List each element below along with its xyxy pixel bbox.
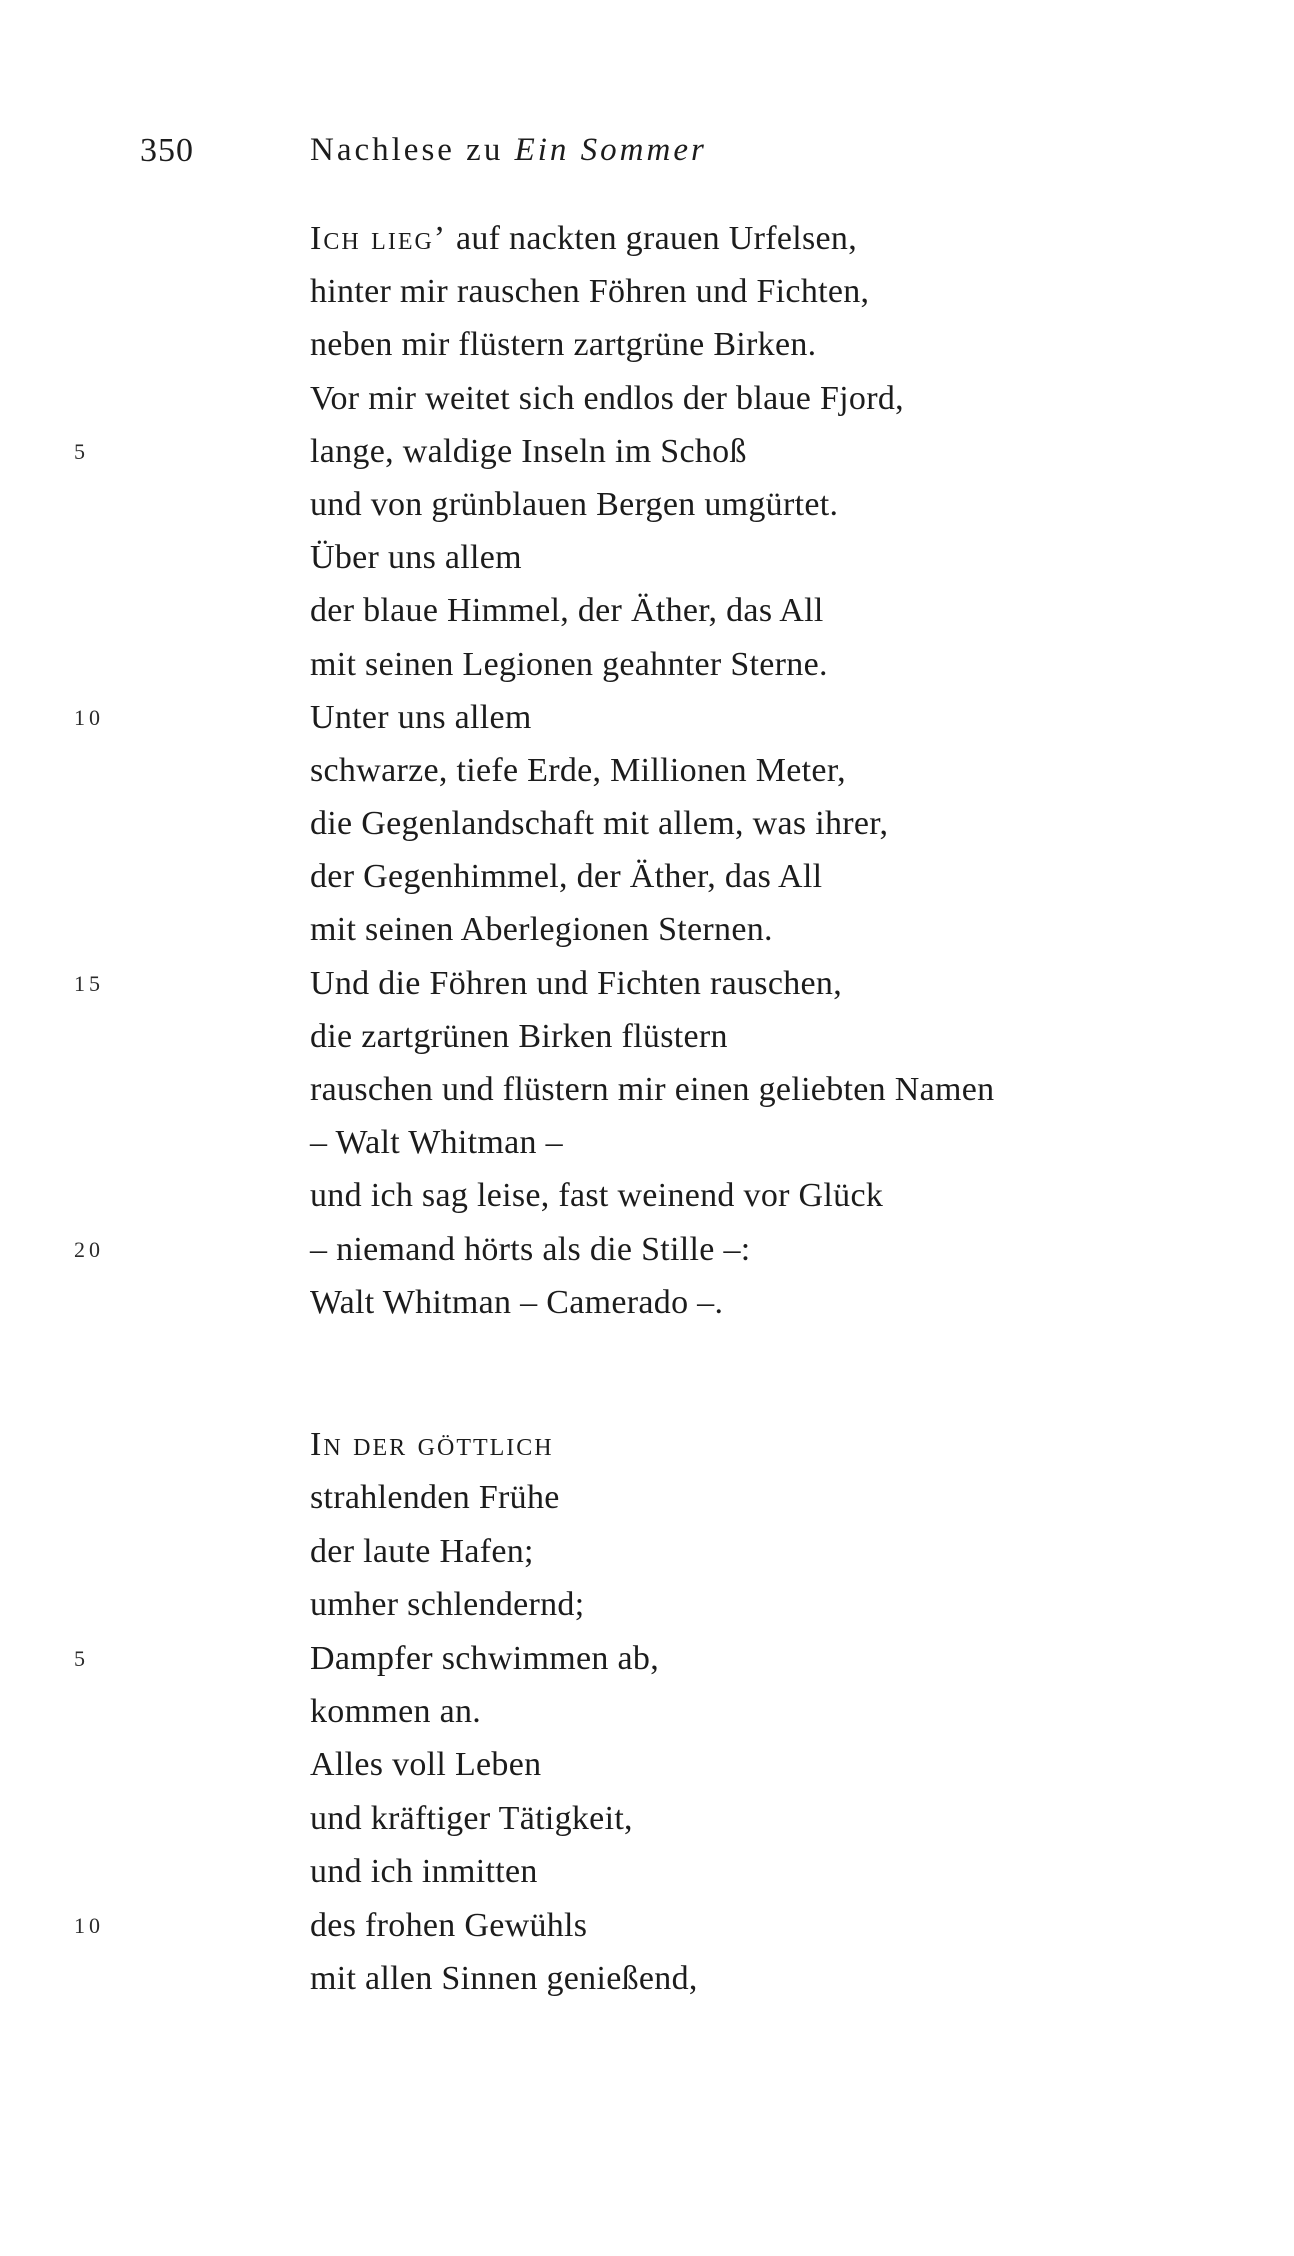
poem-line xyxy=(0,265,1294,318)
running-head-title: Ein Sommer xyxy=(514,132,707,168)
poem-line xyxy=(0,1116,1294,1169)
poem-line xyxy=(0,425,1294,478)
poem-line xyxy=(0,1418,1294,1471)
poem-line xyxy=(0,372,1294,425)
poem-line xyxy=(0,1899,1294,1952)
poem-line-text: des frohen Gewühls xyxy=(310,1906,588,1944)
poem-line-text: der laute Hafen; xyxy=(310,1532,534,1570)
poem-line-text: Vor mir weitet sich endlos der blaue Fjord, xyxy=(310,379,904,417)
line-number: 20 xyxy=(74,1236,104,1262)
line-number: 10 xyxy=(74,704,104,730)
poem-line-text xyxy=(310,1418,554,1471)
line-number: 5 xyxy=(74,438,89,464)
poem-line xyxy=(0,1792,1294,1845)
poem-line-text: kommen an. xyxy=(310,1692,482,1730)
line-number: 15 xyxy=(74,970,104,996)
poem-line-text: die Gegenlandschaft mit allem, was ihrer, xyxy=(310,805,889,843)
poem-line-text: strahlenden Frühe xyxy=(310,1479,560,1517)
poem-line xyxy=(0,1010,1294,1063)
poem-line-text: und von grünblauen Bergen umgürtet. xyxy=(310,485,839,523)
poem-line xyxy=(0,1471,1294,1524)
poem-line-text: Über uns allem xyxy=(310,539,522,577)
poem-line-rest: auf nackten grauen Urfelsen, xyxy=(447,220,858,257)
poem-line xyxy=(0,1632,1294,1685)
poem-line-text: der Gegenhimmel, der Äther, das All xyxy=(310,858,823,896)
poem-line xyxy=(0,1525,1294,1578)
line-number: 10 xyxy=(74,1912,104,1938)
poem-line xyxy=(0,957,1294,1010)
poem-line-text: neben mir flüstern zartgrüne Birken. xyxy=(310,326,817,364)
poem-line xyxy=(0,478,1294,531)
poem-line xyxy=(0,1738,1294,1791)
poem-line-text: Und die Föhren und Fichten rauschen, xyxy=(310,964,843,1002)
poem-line-text: – Walt Whitman – xyxy=(310,1124,563,1162)
poem-line xyxy=(0,1952,1294,2005)
poem-opening-smallcaps: Ich lieg’ xyxy=(310,220,448,257)
poem-line xyxy=(0,903,1294,956)
poem-line xyxy=(0,318,1294,371)
poem-opening-smallcaps: In der göttlich xyxy=(310,1426,554,1463)
poem-line-text: die zartgrünen Birken flüstern xyxy=(310,1017,728,1055)
poem-line xyxy=(0,797,1294,850)
poem-line xyxy=(0,1685,1294,1738)
poem-line xyxy=(0,744,1294,797)
poem-line xyxy=(0,638,1294,691)
poem-line xyxy=(0,1276,1294,1329)
poem-line-text: hinter mir rauschen Föhren und Fichten, xyxy=(310,273,870,311)
poem-line xyxy=(0,1063,1294,1116)
poem-line xyxy=(0,691,1294,744)
poem-line-text: und ich inmitten xyxy=(310,1853,538,1891)
poem-line-text: mit allen Sinnen genießend, xyxy=(310,1959,698,1997)
page-header xyxy=(0,132,1294,182)
poem-line xyxy=(0,531,1294,584)
poem-line xyxy=(0,584,1294,637)
poem-ich-lieg xyxy=(0,212,1294,1329)
poem-line xyxy=(0,1578,1294,1631)
poem-in-der-goettlich xyxy=(0,1418,1294,2005)
poem-line-text: schwarze, tiefe Erde, Millionen Meter, xyxy=(310,751,846,789)
line-number: 5 xyxy=(74,1645,89,1671)
poem-line xyxy=(0,1223,1294,1276)
poem-line-text: umher schlendernd; xyxy=(310,1586,585,1624)
poem-line-text: mit seinen Legionen geahnter Sterne. xyxy=(310,645,828,683)
running-head xyxy=(310,132,707,169)
poem-line-text: der blaue Himmel, der Äther, das All xyxy=(310,592,824,630)
poem-line-text xyxy=(310,212,857,265)
poem-line-text: Dampfer schwimmen ab, xyxy=(310,1639,660,1677)
running-head-prefix: Nachlese zu xyxy=(310,132,504,168)
poem-line xyxy=(0,1845,1294,1898)
poem-line-text: Alles voll Leben xyxy=(310,1746,542,1784)
poem-line-text: Walt Whitman – Camerado –. xyxy=(310,1283,724,1321)
poem-line xyxy=(0,850,1294,903)
poem-line-text: lange, waldige Inseln im Schoß xyxy=(310,432,747,470)
poem-line xyxy=(0,1169,1294,1222)
poem-line-text: – niemand hörts als die Stille –: xyxy=(310,1230,751,1268)
poem-line-text: rauschen und flüstern mir einen geliebten Namen xyxy=(310,1071,995,1108)
poem-line-text: und kräftiger Tätigkeit, xyxy=(310,1799,633,1837)
poem-line-text: mit seinen Aberlegionen Sternen. xyxy=(310,911,773,949)
poem-line xyxy=(0,212,1294,265)
poem-line-text: Unter uns allem xyxy=(310,698,532,736)
poem-line-text: und ich sag leise, fast weinend vor Glück xyxy=(310,1177,884,1215)
page-number: 350 xyxy=(140,132,194,169)
